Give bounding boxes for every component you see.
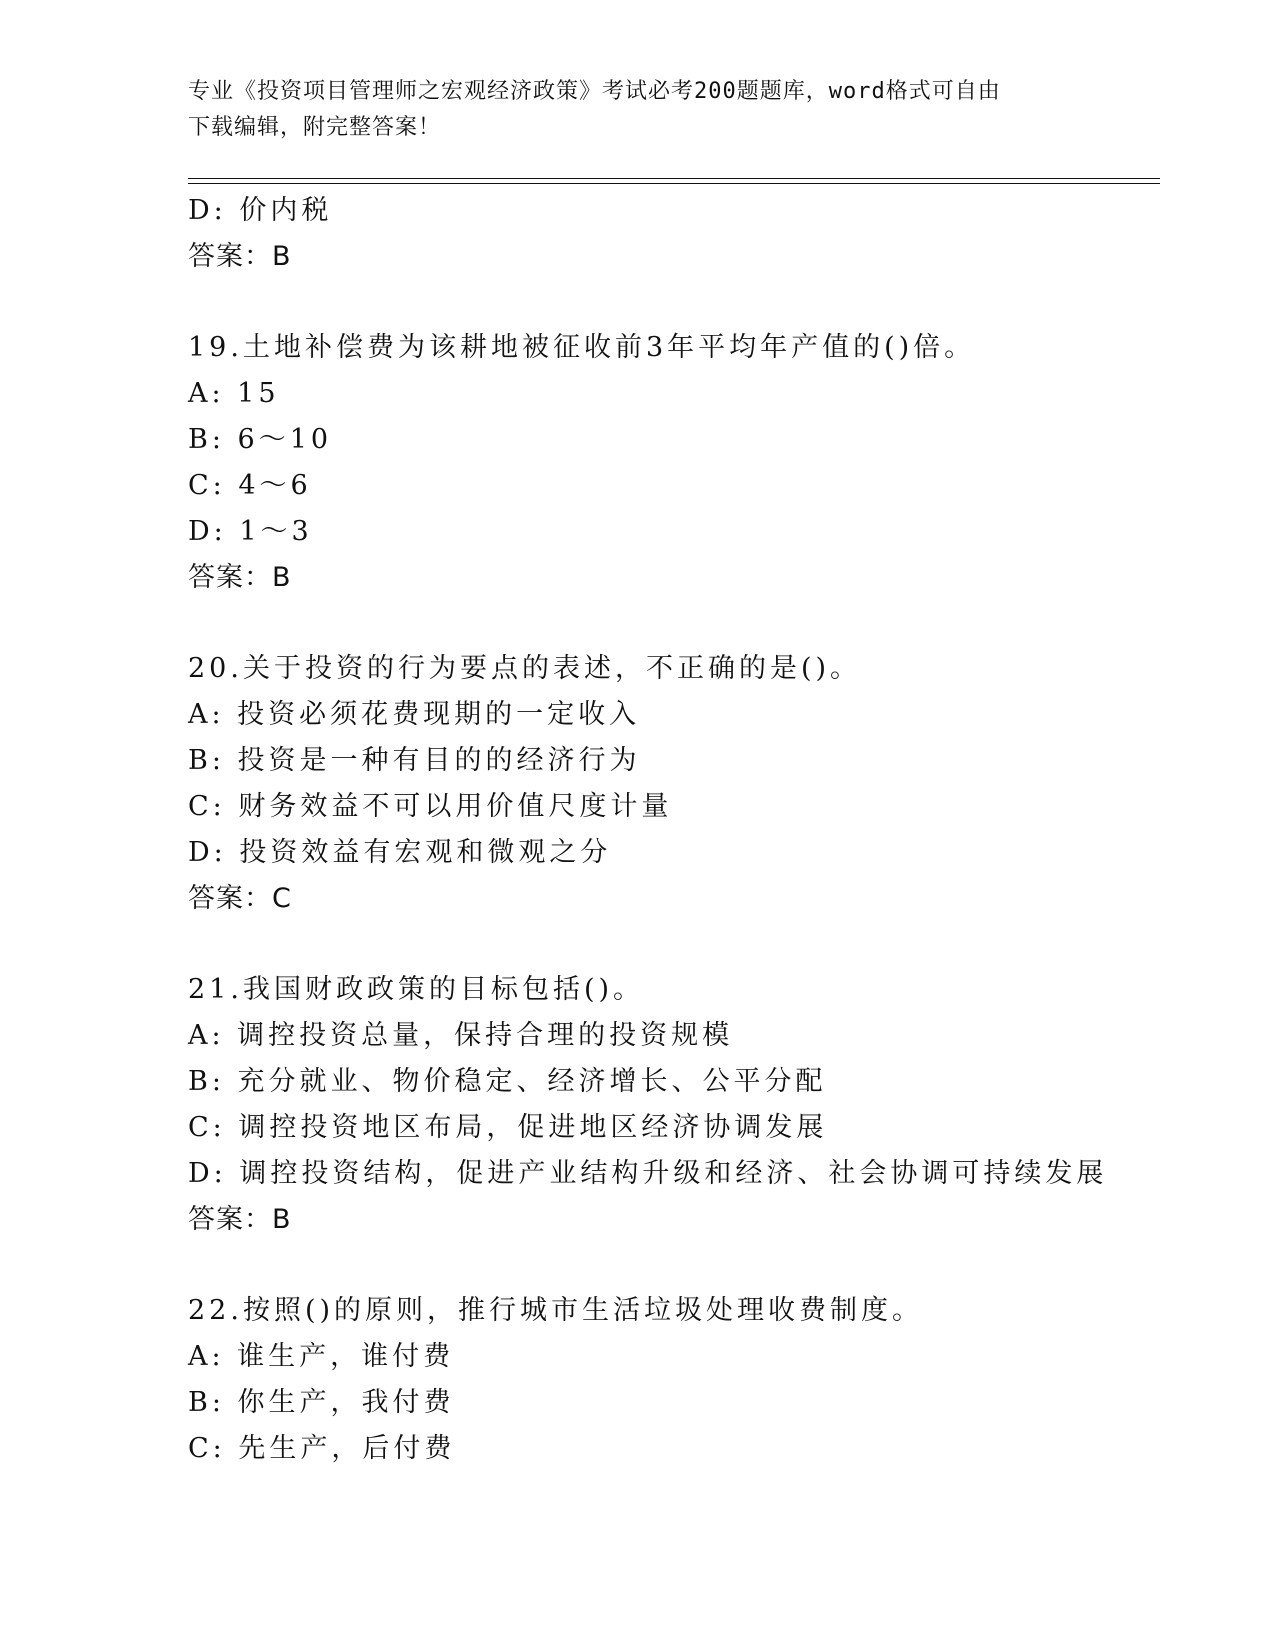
question-text: 21.我国财政政策的目标包括()。	[188, 974, 645, 1005]
option-b: B: 6～10	[188, 424, 333, 455]
option-c: C: 4～6	[188, 470, 312, 501]
spacer	[188, 922, 1188, 967]
question-block-21	[188, 967, 1188, 1243]
header-divider-top	[188, 178, 1160, 179]
spacer	[188, 601, 1188, 646]
option-c: C: 先生产，后付费	[188, 1433, 456, 1464]
option-d: D: 价内税	[188, 195, 333, 226]
question-list	[188, 188, 1188, 1472]
answer-line: 答案：C	[188, 883, 292, 914]
option-a: A: 投资必须花费现期的一定收入	[188, 699, 641, 730]
option-d: D: 投资效益有宏观和微观之分	[188, 837, 612, 868]
option-b: B: 投资是一种有目的的经济行为	[188, 745, 641, 776]
option-d: D: 调控投资结构，促进产业结构升级和经济、社会协调可持续发展	[188, 1158, 1108, 1189]
spacer	[188, 1243, 1188, 1288]
option-b: B: 你生产，我付费	[188, 1387, 455, 1418]
answer-line: 答案：B	[188, 562, 292, 593]
option-a: A: 调控投资总量，保持合理的投资规模	[188, 1020, 734, 1051]
header-divider-bottom	[188, 183, 1160, 184]
answer-line: 答案：B	[188, 241, 292, 272]
option-a: A: 15	[188, 378, 280, 409]
option-b: B: 充分就业、物价稳定、经济增长、公平分配	[188, 1066, 827, 1097]
question-text: 22.按照()的原则，推行城市生活垃圾处理收费制度。	[188, 1295, 924, 1326]
spacer	[188, 280, 1188, 325]
question-block-19	[188, 325, 1188, 601]
answer-line: 答案：B	[188, 1204, 292, 1235]
question-block-20	[188, 646, 1188, 922]
question-text: 20.关于投资的行为要点的表述，不正确的是()。	[188, 653, 862, 684]
document-header	[188, 74, 1088, 146]
question-block-22	[188, 1288, 1188, 1472]
header-line-1: 专业《投资项目管理师之宏观经济政策》考试必考200题题库，word格式可自由	[188, 79, 1001, 104]
header-line-2: 下载编辑，附完整答案！	[188, 115, 442, 140]
question-block-prev	[188, 188, 1188, 280]
option-d: D: 1～3	[188, 516, 313, 547]
question-text: 19.土地补偿费为该耕地被征收前3年平均年产值的()倍。	[188, 332, 976, 363]
option-c: C: 财务效益不可以用价值尺度计量	[188, 791, 673, 822]
option-c: C: 调控投资地区布局，促进地区经济协调发展	[188, 1112, 828, 1143]
option-a: A: 谁生产，谁付费	[188, 1341, 455, 1372]
